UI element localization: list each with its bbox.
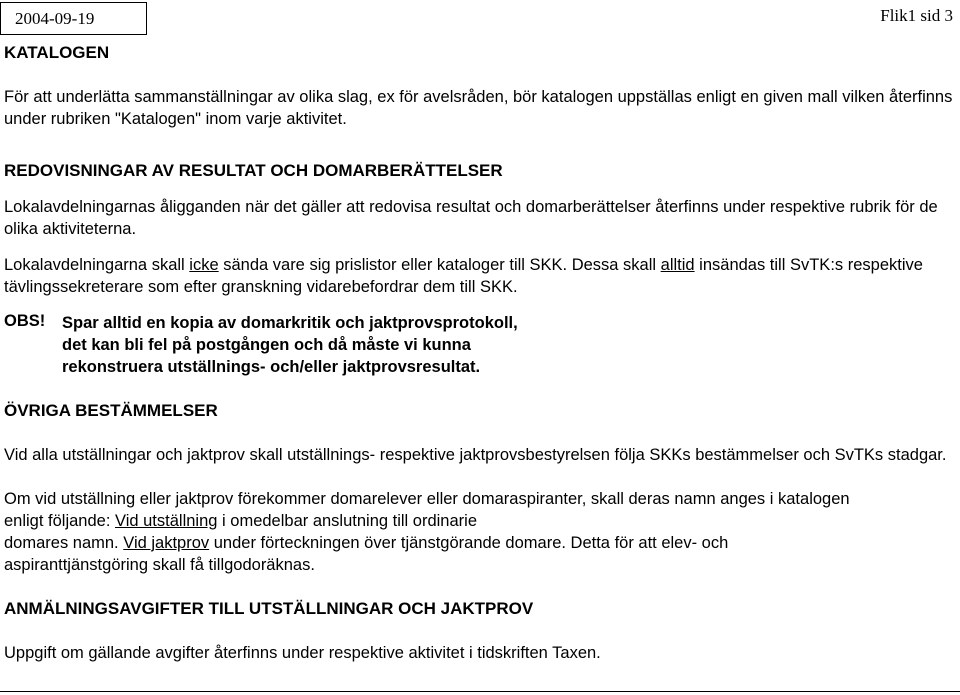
ovriga-underlined-vid-jaktprov: Vid jaktprov — [123, 534, 210, 552]
para2-text-a: Lokalavdelningarna skall — [4, 256, 190, 274]
anmalningsavgifter-paragraph: Uppgift om gällande avgifter återfinns under respektive aktivitet i tidskriften Taxen. — [4, 644, 601, 662]
obs-text — [62, 312, 518, 378]
obs-label: OBS! — [4, 312, 46, 330]
ovriga-p2-line-2b: i omedelbar anslutning till ordinarie — [217, 512, 477, 530]
redovisningar-paragraph-1: Lokalavdelningarnas åligganden när det gäller att redovisa resultat och domarberättelser återfinns under respektive rubrik för de olika aktiviteterna. — [4, 198, 938, 238]
ovriga-paragraph-1: Vid alla utställningar och jaktprov skall utställnings- respektive jaktprovsbestyrelsen följa SKKs bestämmelser och SvTKs stadgar. — [4, 446, 947, 464]
obs-line-3: rekonstruera utställnings- och/eller jaktprovsresultat. — [62, 358, 481, 376]
ovriga-underlined-vid-utstallning: Vid utställning — [115, 512, 218, 530]
obs-line-2: det kan bli fel på postgången och då måste vi kunna — [62, 336, 471, 354]
katalogen-paragraph: För att underlätta sammanställningar av olika slag, ex för avelsråden, bör katalogen uppställas enligt en given mall vilken återfinns under rubriken "Katalogen" inom varje aktivitet. — [4, 88, 953, 128]
para2-underlined-icke: icke — [189, 256, 219, 274]
heading-anmalningsavgifter: ANMÄLNINGSAVGIFTER TILL UTSTÄLLNINGAR OCH JAKTPROV — [4, 599, 534, 618]
heading-ovriga: ÖVRIGA BESTÄMMELSER — [4, 401, 218, 420]
ovriga-p2-line-3a: domares namn. — [4, 534, 124, 552]
para2-text-b: sända vare sig prislistor eller kataloger till SKK. Dessa skall — [218, 256, 661, 274]
ovriga-p2-line-1: Om vid utställning eller jaktprov förekommer domarelever eller domaraspiranter, skall deras namn anges i katalogen — [4, 490, 850, 508]
header-date-box — [0, 2, 147, 35]
heading-redovisningar: REDOVISNINGAR AV RESULTAT OCH DOMARBERÄTTELSER — [4, 161, 503, 180]
header-page-label: Flik1 sid 3 — [880, 6, 953, 25]
para2-underlined-alltid: alltid — [660, 256, 695, 274]
header-date: 2004-09-19 — [15, 8, 95, 28]
ovriga-p2-line-3b: under förteckningen över tjänstgörande domare. Detta för att elev- och — [209, 534, 729, 552]
ovriga-p2-line-4: aspiranttjänstgöring skall få tillgodoräknas. — [4, 556, 315, 574]
heading-katalogen: KATALOGEN — [4, 43, 110, 62]
ovriga-p2-line-2a: enligt följande: — [4, 512, 115, 530]
ovriga-paragraph-2 — [4, 488, 954, 576]
document-body — [4, 42, 954, 664]
page-bottom-divider — [0, 691, 960, 692]
obs-note — [4, 312, 954, 378]
obs-line-1: Spar alltid en kopia av domarkritik och jaktprovsprotokoll, — [62, 314, 518, 332]
para2-text-c: insändas till SvTK:s respektive tävlingssekreterare som efter granskning vidarebefordrar dem till SKK. — [4, 256, 923, 296]
redovisningar-paragraph-2 — [4, 254, 954, 298]
